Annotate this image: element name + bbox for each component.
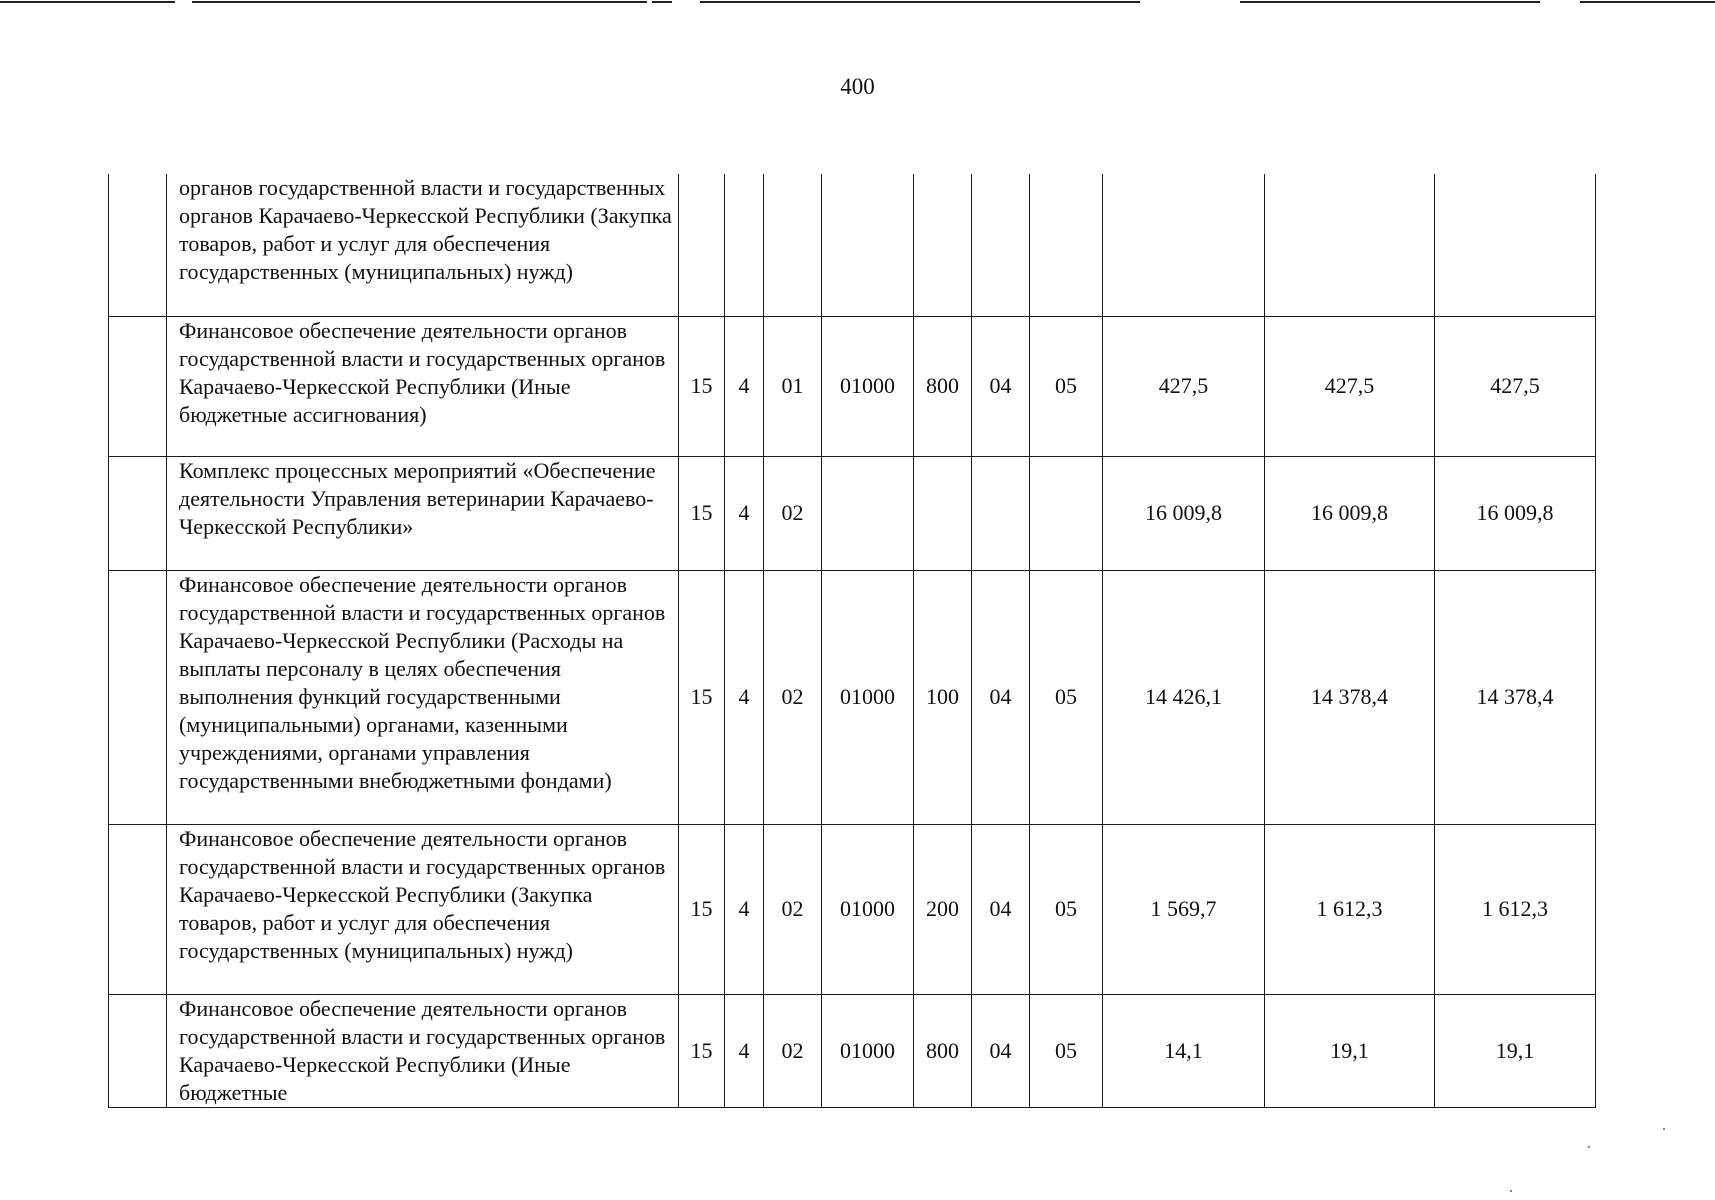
description-cell: Комплекс процессных мероприятий «Обеспечение деятельности Управления ветеринарии Карачаево-Черкесской Республики» — [167, 456, 679, 570]
code-cell: 4 — [725, 824, 764, 994]
code-cell: 01000 — [822, 570, 914, 824]
code-cell: 02 — [764, 994, 822, 1107]
amount-cell: 16 009,8 — [1103, 456, 1265, 570]
code-cell: 15 — [679, 994, 725, 1107]
code-cell: 01000 — [822, 824, 914, 994]
code-cell: 4 — [725, 570, 764, 824]
scan-speck — [1510, 1190, 1512, 1192]
code-cell: 4 — [725, 316, 764, 456]
amount-cell: 427,5 — [1435, 316, 1596, 456]
index-cell — [109, 174, 167, 316]
amount-cell — [1103, 174, 1265, 316]
amount-cell: 427,5 — [1265, 316, 1435, 456]
code-cell: 4 — [725, 994, 764, 1107]
code-cell: 800 — [914, 316, 972, 456]
code-cell — [822, 456, 914, 570]
code-cell — [764, 174, 822, 316]
amount-cell — [1435, 174, 1596, 316]
code-cell: 05 — [1030, 316, 1103, 456]
code-cell: 02 — [764, 570, 822, 824]
description-cell: органов государственной власти и государственных органов Карачаево-Черкесской Республики (Закупка товаров, работ и услуг для обеспечения государственных (муниципальных) нужд) — [167, 174, 679, 316]
code-cell — [725, 174, 764, 316]
amount-cell: 1 569,7 — [1103, 824, 1265, 994]
amount-cell: 19,1 — [1435, 994, 1596, 1107]
scan-speck — [1663, 1128, 1665, 1130]
index-cell — [109, 994, 167, 1107]
code-cell: 4 — [725, 456, 764, 570]
table-row — [109, 994, 1596, 1107]
code-cell: 05 — [1030, 570, 1103, 824]
scan-artifact-lines — [0, 0, 1715, 6]
amount-cell: 427,5 — [1103, 316, 1265, 456]
table-row — [109, 316, 1596, 456]
table-row — [109, 824, 1596, 994]
code-cell: 200 — [914, 824, 972, 994]
code-cell — [972, 456, 1030, 570]
code-cell: 800 — [914, 994, 972, 1107]
code-cell: 04 — [972, 994, 1030, 1107]
code-cell: 05 — [1030, 824, 1103, 994]
code-cell: 05 — [1030, 994, 1103, 1107]
code-cell — [1030, 456, 1103, 570]
code-cell: 01 — [764, 316, 822, 456]
description-cell: Финансовое обеспечение деятельности органов государственной власти и государственных органов Карачаево-Черкесской Республики (Закупка товаров, работ и услуг для обеспечения государственных (муниципальных) нужд) — [167, 824, 679, 994]
index-cell — [109, 456, 167, 570]
code-cell: 01000 — [822, 994, 914, 1107]
code-cell: 04 — [972, 316, 1030, 456]
index-cell — [109, 824, 167, 994]
scan-speck — [1588, 1146, 1590, 1148]
code-cell — [679, 174, 725, 316]
amount-cell: 14,1 — [1103, 994, 1265, 1107]
code-cell — [914, 174, 972, 316]
code-cell — [972, 174, 1030, 316]
code-cell: 15 — [679, 824, 725, 994]
code-cell — [822, 174, 914, 316]
table-row — [109, 456, 1596, 570]
code-cell — [1030, 174, 1103, 316]
code-cell: 04 — [972, 570, 1030, 824]
code-cell: 15 — [679, 316, 725, 456]
amount-cell: 1 612,3 — [1435, 824, 1596, 994]
amount-cell: 1 612,3 — [1265, 824, 1435, 994]
amount-cell: 16 009,8 — [1435, 456, 1596, 570]
page-number: 400 — [840, 74, 875, 99]
amount-cell: 19,1 — [1265, 994, 1435, 1107]
amount-cell — [1265, 174, 1435, 316]
description-cell: Финансовое обеспечение деятельности органов государственной власти и государственных органов Карачаево-Черкесской Республики (Расходы на выплаты персоналу в целях обеспечения выполнения функций государственными (муниципальными) органами, казенными учреждениями, органами управления государственными внебюджетными фондами) — [167, 570, 679, 824]
table-row — [109, 570, 1596, 824]
code-cell — [914, 456, 972, 570]
index-cell — [109, 570, 167, 824]
amount-cell: 14 378,4 — [1265, 570, 1435, 824]
code-cell: 02 — [764, 824, 822, 994]
budget-table — [108, 174, 1596, 1108]
code-cell: 01000 — [822, 316, 914, 456]
code-cell: 15 — [679, 456, 725, 570]
description-cell: Финансовое обеспечение деятельности органов государственной власти и государственных органов Карачаево-Черкесской Республики (Иные бюджетные ассигнования) — [167, 316, 679, 456]
amount-cell: 14 426,1 — [1103, 570, 1265, 824]
table-row — [109, 174, 1596, 316]
index-cell — [109, 316, 167, 456]
description-cell: Финансовое обеспечение деятельности органов государственной власти и государственных органов Карачаево-Черкесской Республики (Иные бюджетные — [167, 994, 679, 1107]
code-cell: 02 — [764, 456, 822, 570]
amount-cell: 16 009,8 — [1265, 456, 1435, 570]
code-cell: 04 — [972, 824, 1030, 994]
code-cell: 15 — [679, 570, 725, 824]
amount-cell: 14 378,4 — [1435, 570, 1596, 824]
code-cell: 100 — [914, 570, 972, 824]
